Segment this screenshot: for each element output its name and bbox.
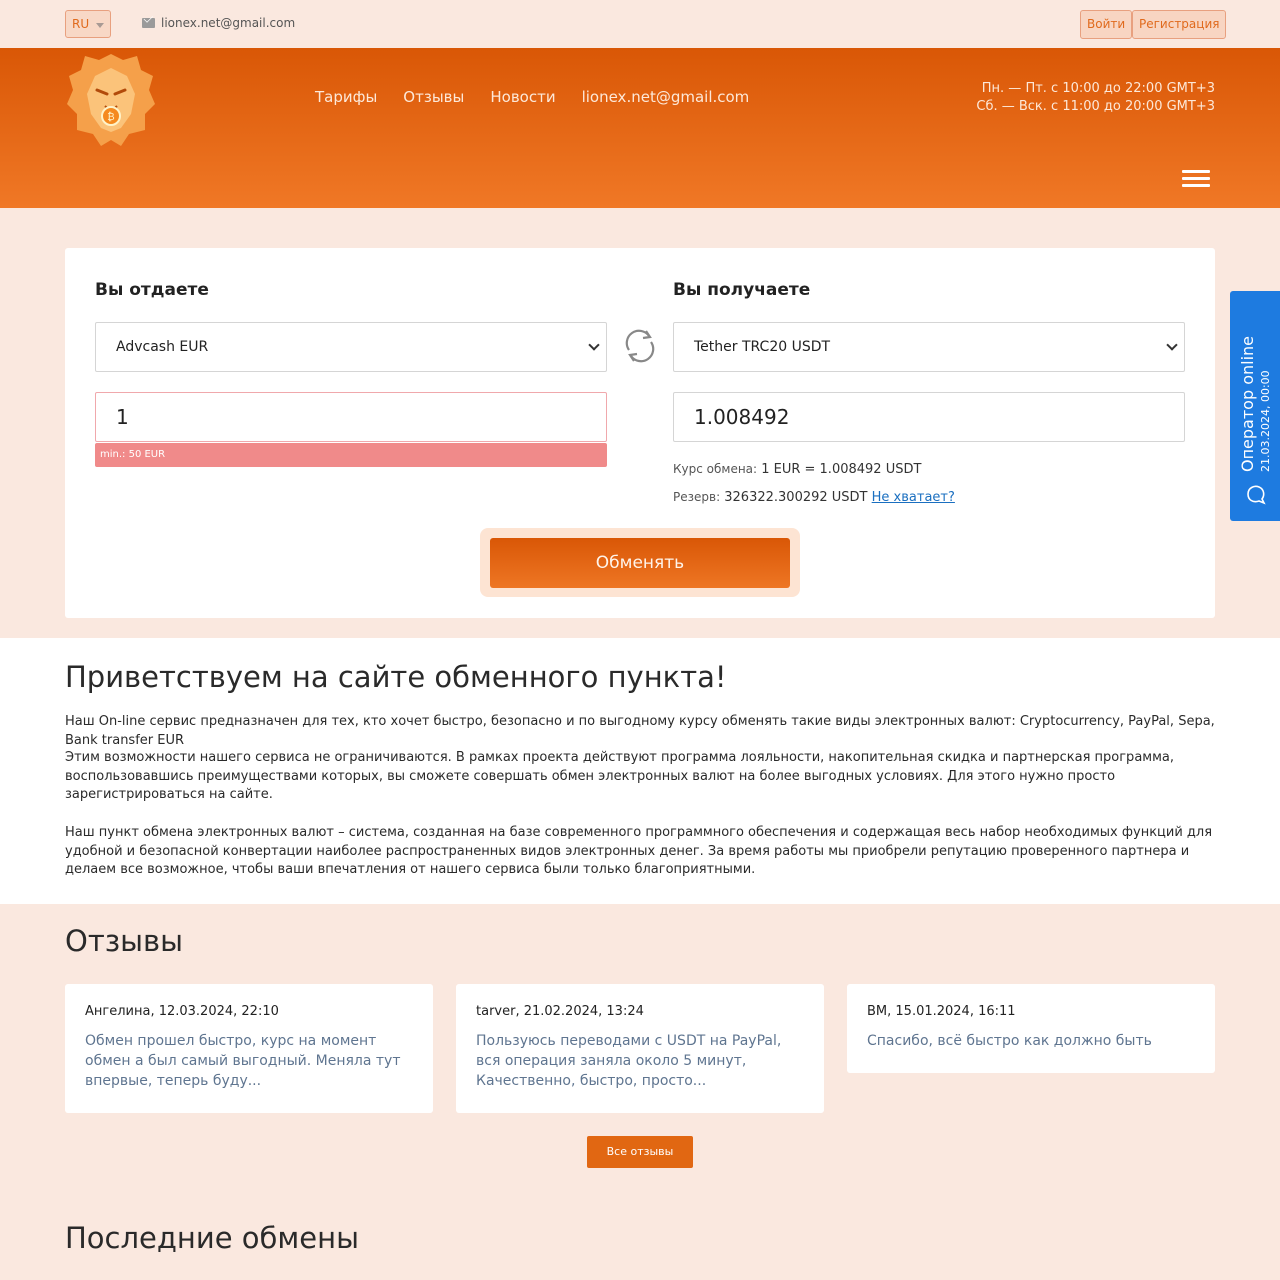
give-currency-select[interactable] bbox=[95, 322, 607, 372]
nav-item-reviews[interactable]: Отзывы bbox=[403, 88, 465, 106]
review-text: Обмен прошел быстро, курс на момент обмен а был самый выгодный. Меняла тут впервые, теперь буду... bbox=[85, 1033, 401, 1089]
reserve-label: Резерв: bbox=[673, 490, 721, 504]
caret-down-icon bbox=[96, 23, 104, 28]
get-currency-value: Tether TRC20 USDT bbox=[694, 339, 831, 355]
operator-title: Оператор online bbox=[1238, 335, 1257, 472]
login-button[interactable]: Войти bbox=[1080, 10, 1132, 39]
review-card bbox=[847, 984, 1215, 1073]
chevron-down-icon bbox=[1166, 339, 1177, 350]
site-header bbox=[0, 48, 1280, 208]
not-enough-link[interactable]: Не хватает? bbox=[871, 490, 955, 505]
envelope-icon bbox=[142, 18, 155, 28]
language-select[interactable] bbox=[65, 10, 111, 38]
hours-weekend: Сб. — Вск. с 11:00 до 20:00 GMT+3 bbox=[976, 99, 1215, 114]
all-reviews-button[interactable]: Все отзывы bbox=[587, 1136, 693, 1168]
get-amount-input[interactable]: 1.008492 bbox=[673, 392, 1185, 442]
hamburger-menu-icon[interactable] bbox=[1182, 170, 1210, 188]
nav-item-news[interactable]: Новости bbox=[490, 88, 556, 106]
chat-bubble-icon bbox=[1244, 482, 1268, 506]
give-amount-input[interactable]: 1 bbox=[95, 392, 607, 442]
min-amount-warning: min.: 50 EUR bbox=[95, 443, 607, 467]
nav-item-tariffs[interactable]: Тарифы bbox=[315, 88, 378, 106]
submit-wrapper bbox=[480, 528, 800, 597]
reserve bbox=[673, 490, 955, 505]
svg-text:₿: ₿ bbox=[107, 112, 115, 123]
welcome-paragraph-2: Этим возможности нашего сервиса не ограничиваются. В рамках проекта действуют программа лояльности, накопительная скидка и партнерская программа, воспользовавшись преимуществами которых, вы сможете совершать обмен электронных валют на более выгодных условиях. Для этого нужно просто зарегистрироваться на сайте. bbox=[65, 750, 1174, 802]
top-email[interactable] bbox=[142, 16, 295, 30]
chevron-down-icon bbox=[588, 339, 599, 350]
swap-icon[interactable] bbox=[623, 328, 657, 364]
welcome-section bbox=[0, 638, 1280, 904]
review-card bbox=[65, 984, 433, 1113]
rate-label: Курс обмена: bbox=[673, 462, 758, 476]
exchange-rate bbox=[673, 462, 921, 477]
review-text: Спасибо, всё быстро как должно быть bbox=[867, 1033, 1152, 1049]
reserve-value: 326322.300292 USDT bbox=[724, 490, 868, 505]
review-text: Пользуюсь переводами с USDT на PayPal, вся операция заняла около 5 минут, Качественно, быстро, просто... bbox=[476, 1033, 782, 1089]
give-title: Вы отдаете bbox=[95, 280, 209, 300]
welcome-paragraph-1: Наш On-line сервис предназначен для тех, кто хочет быстро, безопасно и по выгодному курсу обменять такие виды электронных валют: Cryptocurrency, PayPal, Sepa, Bank transfer EUR bbox=[65, 714, 1215, 748]
register-button[interactable]: Регистрация bbox=[1132, 10, 1226, 39]
welcome-paragraph-3: Наш пункт обмена электронных валют – система, созданная на базе современного программного обеспечения и содержащая весь набор необходимых функций для удобной и безопасной конвертации наиболее распространенных видов электронных денег. За время работы мы приобрели репутацию проверенного партнера и делаем все возможное, чтобы ваши впечатления от нашего сервиса были только благоприятными. bbox=[65, 825, 1213, 877]
nav-item-email[interactable]: lionex.net@gmail.com bbox=[581, 88, 750, 106]
get-currency-select[interactable] bbox=[673, 322, 1185, 372]
exchange-submit-button[interactable]: Обменять bbox=[490, 538, 790, 588]
operator-date: 21.03.2024, 00:00 bbox=[1259, 370, 1272, 472]
last-exchanges-title: Последние обмены bbox=[65, 1221, 359, 1255]
review-author: Ангелина, 12.03.2024, 22:10 bbox=[85, 1004, 279, 1019]
give-currency-value: Advcash EUR bbox=[116, 339, 209, 355]
review-author: BM, 15.01.2024, 16:11 bbox=[867, 1004, 1016, 1019]
operator-text bbox=[1238, 336, 1272, 472]
reviews-title: Отзывы bbox=[65, 924, 184, 958]
top-email-text: lionex.net@gmail.com bbox=[161, 16, 296, 30]
review-author: tarver, 21.02.2024, 13:24 bbox=[476, 1004, 644, 1019]
top-bar bbox=[0, 0, 1280, 48]
review-card bbox=[456, 984, 824, 1113]
main-nav bbox=[315, 88, 749, 106]
exchange-form bbox=[65, 248, 1215, 618]
lion-logo[interactable] bbox=[65, 50, 157, 146]
welcome-title: Приветствуем на сайте обменного пункта! bbox=[65, 660, 727, 694]
hours-weekdays: Пн. — Пт. с 10:00 до 22:00 GMT+3 bbox=[981, 81, 1215, 96]
working-hours bbox=[976, 80, 1215, 116]
rate-value: 1 EUR = 1.008492 USDT bbox=[761, 462, 922, 477]
language-value: RU bbox=[72, 17, 90, 31]
get-title: Вы получаете bbox=[673, 280, 811, 300]
